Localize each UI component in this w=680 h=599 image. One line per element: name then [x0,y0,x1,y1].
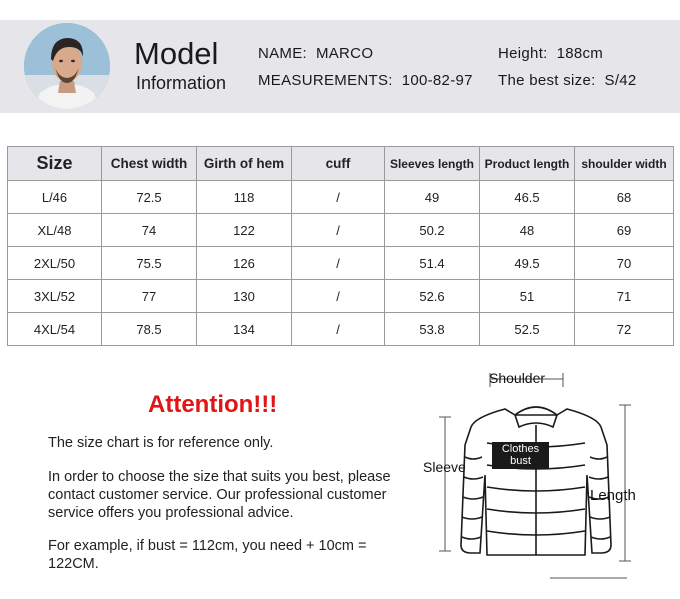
table-cell: 69 [575,214,674,247]
measurements-label: MEASUREMENTS: [258,72,393,89]
height-info [498,45,603,63]
name-info [258,45,373,63]
table-cell: 70 [575,247,674,280]
best-size-value: S/42 [604,72,637,89]
shoulder-label: Shoulder [489,370,546,386]
model-portrait-image [24,23,110,109]
name-label: NAME: [258,45,308,62]
reference-note: The size chart is for reference only. [48,435,274,451]
table-cell: 71 [575,280,674,313]
bust-label-line2: bust [510,455,531,467]
length-label: Length [590,487,636,504]
table-cell: 51.4 [385,247,480,280]
header-product-length: Product length [480,147,575,181]
table-cell: 78.5 [102,313,197,346]
table-cell: 72 [575,313,674,346]
model-photo [24,23,110,109]
table-row [8,247,674,280]
table-cell: 2XL/50 [8,247,102,280]
header-shoulder-width: shoulder width [575,147,674,181]
size-chart-table [7,146,674,346]
table-cell: 3XL/52 [8,280,102,313]
table-cell: 46.5 [480,181,575,214]
table-header-row [8,147,674,181]
table-cell: / [292,247,385,280]
height-value: 188cm [556,45,604,62]
best-size-info [498,72,637,90]
table-row [8,280,674,313]
table-cell: 4XL/54 [8,313,102,346]
name-value: MARCO [315,45,374,62]
table-cell: 50.2 [385,214,480,247]
table-cell: 72.5 [102,181,197,214]
table-cell: 52.5 [480,313,575,346]
measurements-value: 100-82-97 [401,72,473,89]
table-cell: 77 [102,280,197,313]
header-sleeves-length: Sleeves length [385,147,480,181]
table-cell: 49 [385,181,480,214]
table-cell: 134 [197,313,292,346]
attention-heading: Attention!!! [148,391,278,418]
table-cell: 49.5 [480,247,575,280]
sleeve-label: Sleeve [423,459,466,475]
table-cell: 51 [480,280,575,313]
header-girth-of-hem: Girth of hem [197,147,292,181]
table-cell: 130 [197,280,292,313]
bust-example-note: For example, if bust = 112cm, you need + 10cm = 122CM. [48,538,367,572]
table-cell: 122 [197,214,292,247]
table-cell: L/46 [8,181,102,214]
table-cell: 126 [197,247,292,280]
table-row [8,181,674,214]
table-cell: / [292,181,385,214]
jacket-measurement-diagram [415,365,665,585]
jacket-diagram-image [415,365,665,585]
table-cell: 52.6 [385,280,480,313]
table-row [8,214,674,247]
header-chest-width: Chest width [102,147,197,181]
table-cell: 53.8 [385,313,480,346]
table-cell: 75.5 [102,247,197,280]
table-cell: / [292,280,385,313]
measurements-info [258,72,473,90]
table-cell: XL/48 [8,214,102,247]
table-row [8,313,674,346]
best-size-label: The best size: [498,72,596,89]
table-cell: 48 [480,214,575,247]
table-cell: / [292,214,385,247]
header-size: Size [8,147,102,181]
model-title: Model [134,36,219,71]
header-cuff: cuff [292,147,385,181]
table-cell: 68 [575,181,674,214]
table-cell: 118 [197,181,292,214]
bust-label-line1: Clothes [501,443,540,455]
table-cell: 74 [102,214,197,247]
model-subtitle: Information [136,73,227,93]
height-label: Height: [498,45,548,62]
table-cell: / [292,313,385,346]
customer-service-note: In order to choose the size that suits you best, please contact customer service. Our professional customer service offers you professional advice. [48,469,391,521]
